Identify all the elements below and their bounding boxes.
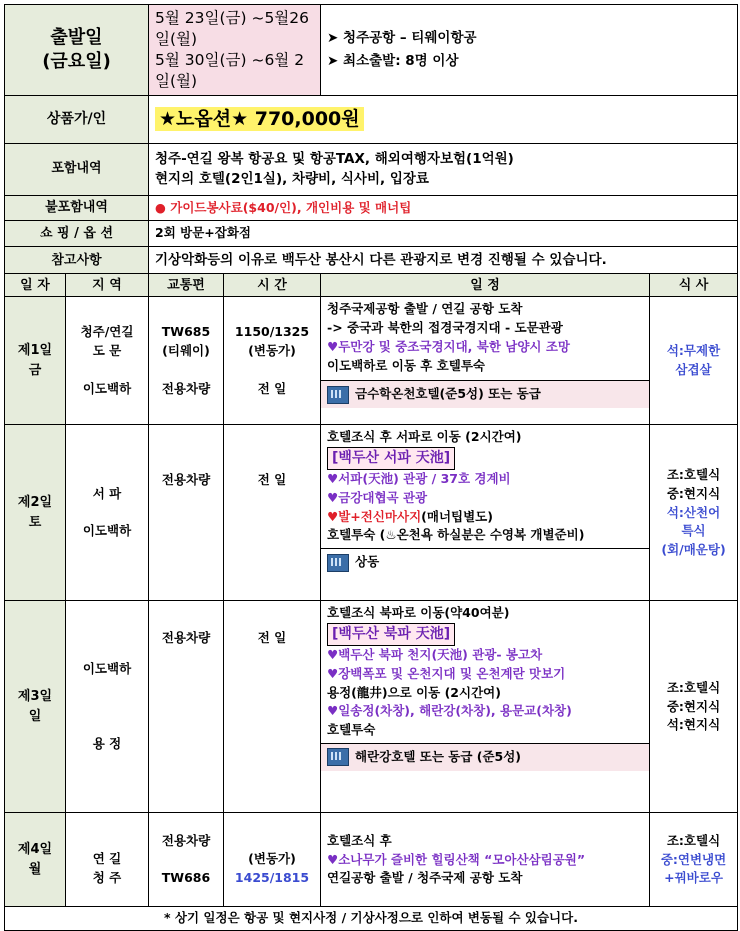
day-region: 연 길 청 주: [66, 813, 149, 907]
shopping-value: 2회 방문+잡화점: [149, 221, 738, 247]
excludes-label: 불포함내역: [5, 195, 149, 221]
table-row: [5, 813, 738, 907]
price-label: 상품가/인: [5, 95, 149, 143]
day-meals: 조:호텔식 중:현지식 석:현지식: [650, 601, 738, 813]
col-header-date: 일 자: [5, 274, 66, 297]
col-header-time: 시 간: [224, 274, 321, 297]
day-schedule: 호텔조식 후 ♥소나무가 즐비한 힐링산책 “모아산삼림공원” 연길공항 출발 / 청주국제 공항 도착: [321, 813, 650, 907]
day-label: 제1일 금: [5, 297, 66, 425]
notes-label: 참고사항: [5, 247, 149, 274]
hotel-icon: [327, 386, 349, 404]
day-time: 전 일: [224, 425, 321, 601]
footer-note: * 상기 일정은 항공 및 현지사정 / 기상사정으로 인하여 변동될 수 있습니다.: [5, 907, 738, 931]
tour-itinerary-table: [4, 4, 738, 931]
hotel-info: 해란강호텔 또는 동급 (준5성): [321, 743, 649, 771]
day-region: 청주/연길 도 문 이도백하: [66, 297, 149, 425]
notes-value: 기상악화등의 이유로 백두산 봉산시 다른 관광지로 변경 진행될 수 있습니다.: [149, 247, 738, 274]
price-value: ★노옵션★ 770,000원: [155, 107, 364, 131]
hotel-info: 금수학온천호텔(준5성) 또는 동급: [321, 380, 649, 408]
day-transport: TW685 (티웨이) 전용차량: [149, 297, 224, 425]
day-region: 서 파 이도백하: [66, 425, 149, 601]
day-time: 전 일: [224, 601, 321, 813]
day-transport: 전용차량: [149, 601, 224, 813]
day-schedule: 청주국제공항 출발 / 연길 공항 도착 -> 중국과 북한의 접경국경지대 - 도문관광 ♥두만강 및 중조국경지대, 북한 남양시 조망 이도백하로 이동 후 호텔투숙 금수학온천호텔(준5성) 또는 동급: [321, 297, 650, 425]
day-transport: 전용차량 TW686: [149, 813, 224, 907]
excludes-value: ● 가이드봉사료($40/인), 개인비용 및 매너팁: [149, 195, 738, 221]
departure-info: ➤ 청주공항 – 티웨이항공 ➤ 최소출발: 8명 이상: [321, 5, 738, 96]
day-schedule: 호텔조식 북파로 이동(약40여분) [백두산 북파 天池] ♥백두산 북파 천지(天池) 관광- 봉고차 ♥장백폭포 및 온천지대 및 온천계란 맛보기 용정(龍井)으로 이동 (2시간여) ♥일송정(차창), 해란강(차창), 용문교(차창) 호텔투숙 해란강호텔 또는 동급 (준5성): [321, 601, 650, 813]
price-cell: [149, 95, 738, 143]
table-row: [5, 601, 738, 813]
table-row: [5, 425, 738, 601]
day-label: 제2일 토: [5, 425, 66, 601]
day-time: (변동가) 1425/1815: [224, 813, 321, 907]
day-schedule: 호텔조식 후 서파로 이동 (2시간여) [백두산 서파 天池] ♥서파(天池) 관광 / 37호 경계비 ♥금강대협곡 관광 ♥발+전신마사지(매너팁별도) 호텔투숙 (♨온천욕 하실분은 수영복 개별준비) 상동: [321, 425, 650, 601]
hotel-icon: [327, 554, 349, 572]
day-meals: 조:호텔식 중:현지식 석:산천어 특식 (회/매운탕): [650, 425, 738, 601]
day-label: 제4일 월: [5, 813, 66, 907]
includes-value: 청주-연길 왕복 항공요 및 항공TAX, 해외여행자보험(1억원) 현지의 호텔(2인1실), 차량비, 식사비, 입장료: [149, 143, 738, 195]
hotel-info: 상동: [321, 548, 649, 576]
col-header-schedule: 일 정: [321, 274, 650, 297]
day-time: 1150/1325 (변동가) 전 일: [224, 297, 321, 425]
day-transport: 전용차량: [149, 425, 224, 601]
col-header-transport: 교통편: [149, 274, 224, 297]
col-header-meals: 식 사: [650, 274, 738, 297]
day-meals: 석:무제한 삼겹살: [650, 297, 738, 425]
col-header-region: 지 역: [66, 274, 149, 297]
shopping-label: 쇼 핑 / 옵 션: [5, 221, 149, 247]
day-meals: 조:호텔식 중:연변냉면 +꿔바로우: [650, 813, 738, 907]
day-label: 제3일 일: [5, 601, 66, 813]
table-row: [5, 297, 738, 425]
includes-label: 포함내역: [5, 143, 149, 195]
departure-label: 출발일 (금요일): [5, 5, 149, 96]
day-region: 이도백하 용 정: [66, 601, 149, 813]
departure-dates: 5월 23일(금) ~5월26일(월) 5월 30일(금) ~6월 2일(월): [149, 5, 321, 96]
hotel-icon: [327, 748, 349, 766]
